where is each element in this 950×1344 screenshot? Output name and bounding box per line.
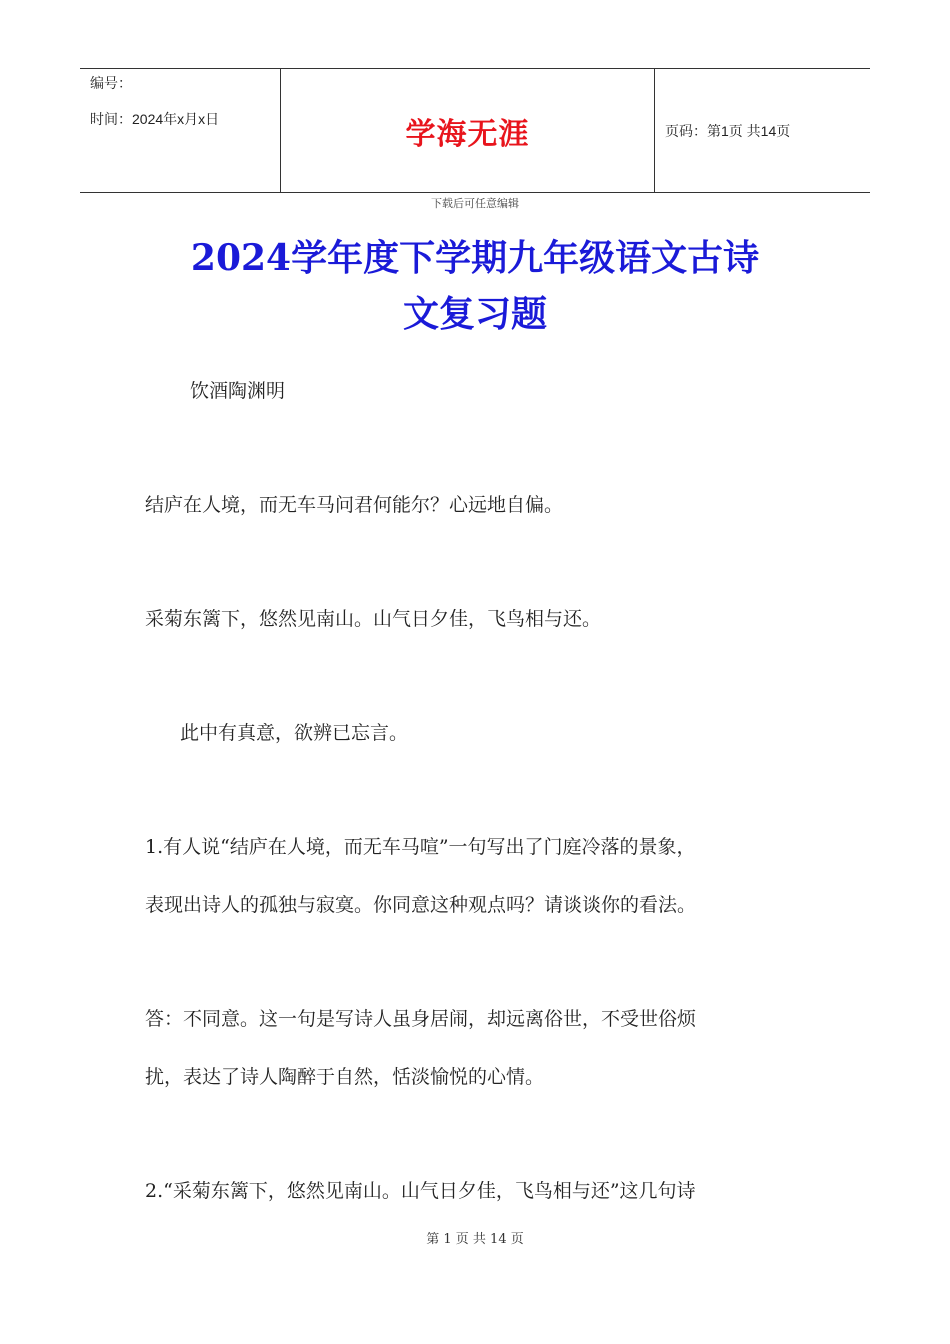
question-2-line: 2.“采菊东篱下，悠然见南山。山气日夕佳，飞鸟相与还”这几句诗 xyxy=(145,1180,696,1202)
answer-1-line: 答：不同意。这一句是写诗人虽身居闹，却远离俗世，不受世俗烦 xyxy=(145,1008,697,1030)
document-time-label: 时间：2024年x月x日 xyxy=(90,111,220,127)
poem-heading: 饮酒陶渊明 xyxy=(190,380,286,402)
brand-logo-text: 学海无涯 xyxy=(405,116,530,152)
title-line-1: 2024学年度下学期九年级语文古诗 xyxy=(190,237,760,279)
header-meta-cell xyxy=(80,69,281,192)
answer-1-line: 扰，表达了诗人陶醉于自然，恬淡愉悦的心情。 xyxy=(145,1066,545,1088)
edit-note: 下载后可任意编辑 xyxy=(431,197,519,210)
header-page-cell xyxy=(655,69,870,192)
question-1-line: 1.有人说“结庐在人境，而无车马喧”一句写出了门庭冷落的景象， xyxy=(145,836,696,858)
poem-line: 采菊东篱下，悠然见南山。山气日夕佳，飞鸟相与还。 xyxy=(145,608,602,630)
title-line-2: 文复习题 xyxy=(402,293,547,335)
page-title xyxy=(0,230,950,342)
document-header xyxy=(80,68,870,193)
page-footer: 第 1 页 共 14 页 xyxy=(426,1232,524,1247)
page-info: 页码：第1页 共14页 xyxy=(665,122,791,139)
poem-line: 此中有真意，欲辨已忘言。 xyxy=(180,722,409,744)
document-code-label: 编号： xyxy=(90,75,132,91)
header-brand-cell xyxy=(281,69,655,192)
poem-line: 结庐在人境，而无车马问君何能尔？心远地自偏。 xyxy=(145,494,564,516)
question-1-line: 表现出诗人的孤独与寂寞。你同意这种观点吗？请谈谈你的看法。 xyxy=(145,894,697,916)
